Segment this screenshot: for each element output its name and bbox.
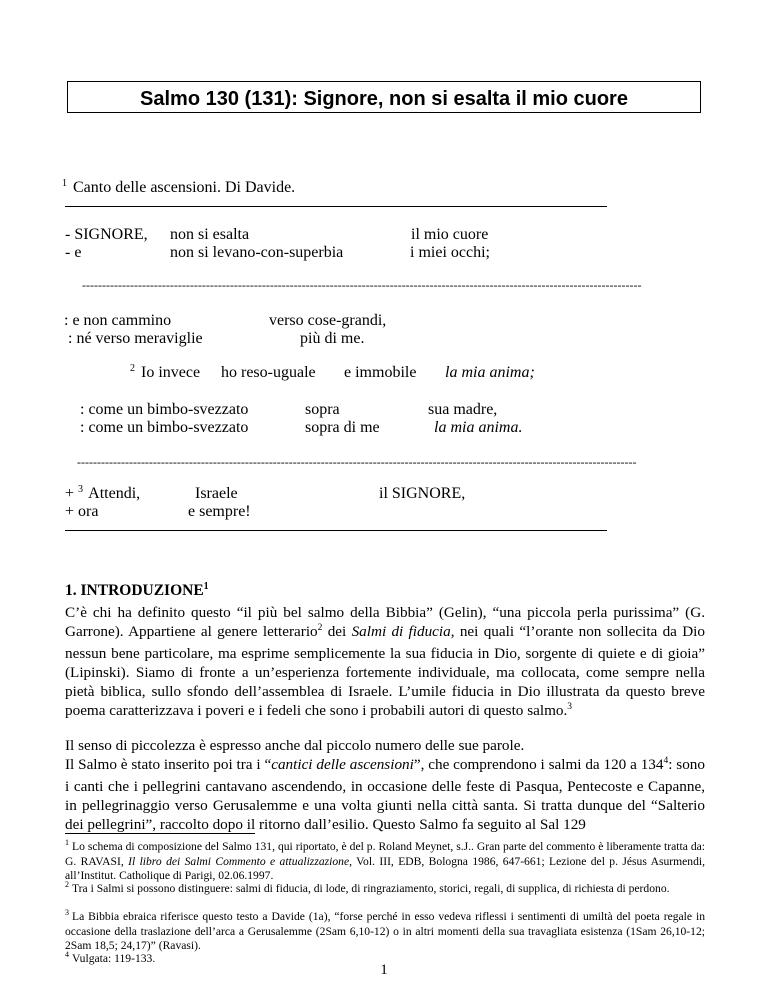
verse-line: : né verso meraviglie <box>68 330 203 347</box>
footnote-ref: 3 <box>567 702 573 712</box>
footnote-ref: 1 <box>203 581 209 592</box>
page-number: 1 <box>380 962 388 978</box>
verse-line: : come un bimbo-svezzato <box>80 419 249 436</box>
italic-text: Salmi di fiducia <box>351 623 451 640</box>
text: C’è chi ha definito questo “il più bel salmo della Bibbia” (Gelin), “una piccola perla purissima” (G. Garrone). Appartiene al genere letterario <box>65 604 705 640</box>
verse-number: 3 <box>78 484 84 495</box>
dashed-separator: -------------------------------------------------------------------------------------------------------------------------------------------- <box>82 278 642 292</box>
text: La Bibbia ebraica riferisce questo testo a Davide (1a), “forse perché in esso vedeva riflessi i sentimenti di umiltà del poeta regale in occasione della traslazione dell’arca a Gerusalemme (2Sam 6,10-12) o in altri momenti della sua travagliata esistenza (1Sam 26,10-12; 2Sam 18,5; 24,17)” (Ravasi). <box>65 910 705 952</box>
footnote <box>65 882 705 897</box>
text: Lo schema di composizione del Salmo 131, qui riportato, è del p. Roland Meynet, s.J.. Gran parte del commento è liberamente tratta da: G. RAVASI, <box>65 840 705 868</box>
italic-text: Il libro dei Salmi Commento e attualizzazione <box>128 855 350 868</box>
psalm-intro <box>62 179 295 199</box>
text: ”, che comprendono i salmi da 120 a 134 <box>413 756 664 773</box>
verse-number: 2 <box>130 363 135 374</box>
verse-line: e sempre! <box>188 503 251 520</box>
verse-line: : e non cammino <box>64 312 172 329</box>
heading-text: 1. INTRODUZIONE <box>65 582 204 599</box>
separator-line <box>65 530 607 531</box>
verse-text: Io invece <box>141 364 201 381</box>
verse-marker: + <box>65 485 75 502</box>
footnote-separator <box>65 833 255 834</box>
verse-line: la mia anima. <box>434 419 523 436</box>
footnote-number: 1 <box>65 838 69 847</box>
verse-line <box>65 485 140 505</box>
verse-text: Attendi, <box>88 485 141 502</box>
verse-line: - e <box>65 244 82 261</box>
page-title: Salmo 130 (131): Signore, non si esalta il mio cuore <box>140 88 628 110</box>
paragraph <box>65 603 705 723</box>
verse-line: + ora <box>65 503 99 520</box>
verse-line: non si esalta <box>170 226 250 243</box>
paragraph <box>65 755 705 834</box>
verse-line <box>130 364 200 384</box>
verse-line: più di me. <box>300 330 365 347</box>
text: , nei quali “l’orante non sollecita da Dio nessun bene particolare, ma esprime semplicemente la sua fiducia in Dio, sorgente di quiete e di gioia” (Lipinski). Siamo di fronte a un’esperienza fortemente individuale, ma collocata, come sempre nella pietà biblica, sullo sfondo dell’assemblea di Israele. L’umile fiducia in Dio illustrata da questo breve poema caratterizzava i poveri e i fedeli che sono i probabili autori di questo salmo. <box>65 623 705 719</box>
italic-text: cantici delle ascensioni <box>271 756 414 773</box>
verse-line: sua madre, <box>428 401 498 418</box>
verse-line: i miei occhi; <box>410 244 490 261</box>
separator-line <box>65 206 607 207</box>
text: Tra i Salmi si possono distinguere: salmi di fiducia, di lode, di ringraziamento, storici, regali, di supplica, di richiesta di perdono. <box>72 882 670 895</box>
footnote <box>65 910 705 953</box>
verse-line: il SIGNORE, <box>379 485 466 502</box>
footnote-ref: 2 <box>317 623 323 633</box>
footnote <box>65 840 705 883</box>
title-box <box>67 81 701 113</box>
text: dei <box>322 623 352 640</box>
section-heading <box>65 582 209 600</box>
verse-line: non si levano-con-superbia <box>170 244 344 261</box>
intro-text: Canto delle ascensioni. Di Davide. <box>73 179 296 196</box>
verse-line: e immobile <box>344 364 417 381</box>
verse-line: il mio cuore <box>411 226 489 243</box>
footnote-number: 4 <box>65 950 69 959</box>
text: , Vol. III, EDB, Bologna 1986, 647-661; Lezione del p. Jésus Asurmendi, all’Institut. Catholique di Parigi, 02.06.1997. <box>65 855 706 882</box>
footnote-ref: 4 <box>663 756 669 766</box>
text: : sono i canti che i pellegrini cantavano ascendendo, in occasione delle feste di Pasqua, Pentecoste e Capanne, in pellegrinaggio verso Gerusalemme e una volta giunti nella città santa. Si tratta dunque del “Salterio dei pellegrini”, raccolto dopo il ritorno dall’esilio. Questo Salmo fa seguito al Sal 129 <box>65 756 705 833</box>
verse-line: - SIGNORE, <box>65 226 148 243</box>
dashed-separator: -------------------------------------------------------------------------------------------------------------------------------------------- <box>77 455 637 469</box>
paragraph: Il senso di piccolezza è espresso anche dal piccolo numero delle sue parole. <box>65 737 525 754</box>
footnote-number: 2 <box>65 880 69 889</box>
verse-number: 1 <box>62 178 67 189</box>
verse-line: Israele <box>195 485 238 502</box>
text: Vulgata: 119-133. <box>72 952 156 965</box>
verse-line: ho reso-uguale <box>221 364 316 381</box>
verse-line: : come un bimbo-svezzato <box>80 401 249 418</box>
verse-line: la mia anima; <box>445 364 535 381</box>
verse-line: sopra di me <box>305 419 380 436</box>
footnote-number: 3 <box>65 908 69 917</box>
verse-line: verso cose-grandi, <box>269 312 387 329</box>
text: Il Salmo è stato inserito poi tra i “ <box>65 756 272 773</box>
verse-line: sopra <box>305 401 340 418</box>
